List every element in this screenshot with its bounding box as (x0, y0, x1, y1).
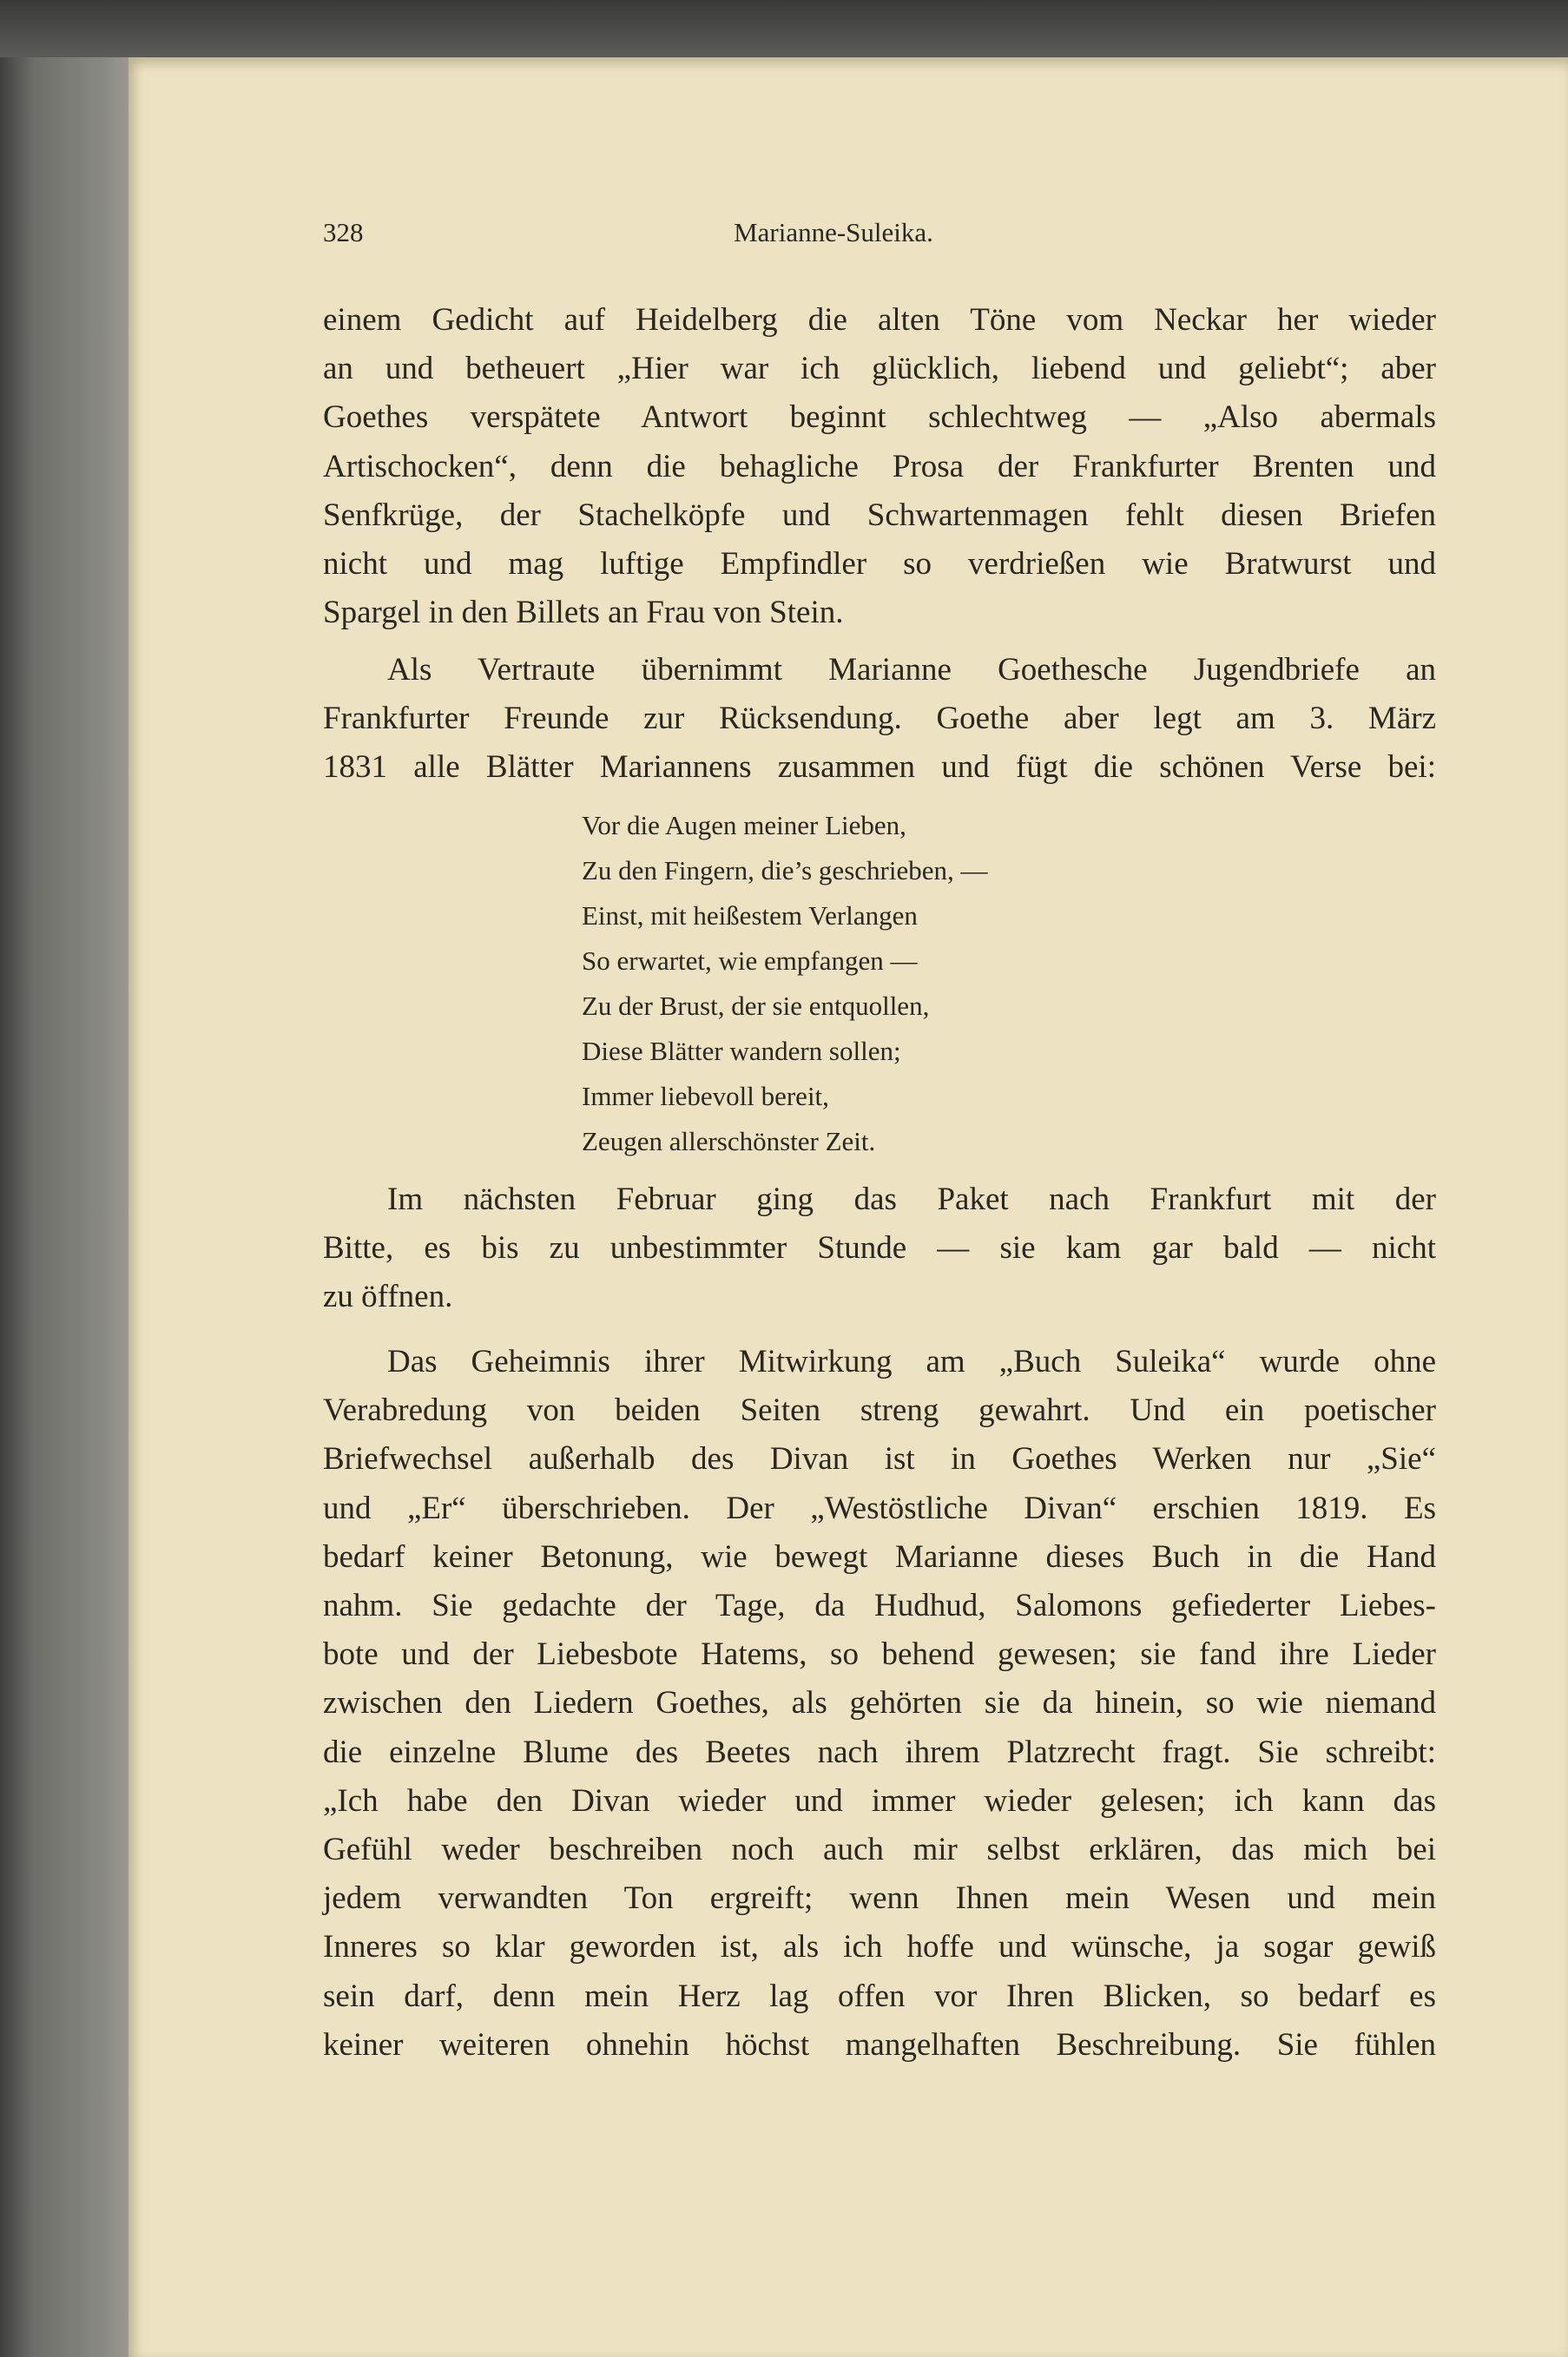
text-line: „Ich habe den Divan wieder und immer wieder gelesen; ich kann das (323, 1782, 1436, 1819)
text-line: zu öffnen. (323, 1279, 453, 1315)
verse-line: Zu den Fingern, die’s geschrieben, — (582, 855, 988, 886)
verse-line: So erwartet, wie empfangen — (582, 945, 918, 976)
text-line: keiner weiteren ohnehin höchst mangelhaften Beschreibung. Sie fühlen (323, 2026, 1436, 2063)
verse-line: Zeugen allerschönster Zeit. (582, 1126, 876, 1156)
text-line: Das Geheimnis ihrer Mitwirkung am „Buch Suleika“ wurde ohne (387, 1344, 1436, 1379)
text-line: zwischen den Liedern Goethes, als gehörten sie da hinein, so wie niemand (323, 1685, 1436, 1722)
text-line: Inneres so klar geworden ist, als ich hoffe und wünsche, ja sogar gewiß (323, 1929, 1436, 1965)
text-line: Als Vertraute übernimmt Marianne Goethesche Jugendbriefe an (387, 652, 1436, 688)
text-line: Frankfurter Freunde zur Rücksendung. Goethe aber legt am 3. März (323, 701, 1436, 737)
text-line: Artischocken“, denn die behagliche Prosa der Frankfurter Brenten und (323, 448, 1436, 484)
text-line: Im nächsten Februar ging das Paket nach Frankfurt mit der (387, 1182, 1436, 1217)
scan-border-left (0, 0, 128, 2357)
text-line: nahm. Sie gedachte der Tage, da Hudhud, Salomons gefiederter Liebes- (323, 1588, 1436, 1623)
verse-line: Vor die Augen meiner Lieben, (582, 810, 906, 840)
text-line: Senfkrüge, der Stachelköpfe und Schwartenmagen fehlt diesen Briefen (323, 497, 1436, 533)
text-line: sein darf, denn mein Herz lag offen vor Ihren Blicken, so bedarf es (323, 1978, 1436, 2014)
text-line: und „Er“ überschrieben. Der „Westöstliche Divan“ erschien 1819. Es (323, 1490, 1436, 1526)
text-line: jedem verwandten Ton ergreift; wenn Ihnen mein Wesen und mein (323, 1880, 1436, 1917)
text-line: Goethes verspätete Antwort beginnt schlechtweg — „Also abermals (323, 399, 1436, 436)
text-line: Bitte, es bis zu unbestimmter Stunde — sie kam gar bald — nicht (323, 1230, 1436, 1267)
text-line: bedarf keiner Betonung, wie bewegt Marianne dieses Buch in die Hand (323, 1538, 1436, 1575)
text-line: Verabredung von beiden Seiten streng gewahrt. Und ein poetischer (323, 1392, 1436, 1429)
text-line: an und betheuert „Hier war ich glücklich, liebend und geliebt“; aber (323, 351, 1436, 387)
text-line: Gefühl weder beschreiben noch auch mir selbst erklären, das mich bei (323, 1832, 1436, 1867)
text-line: 1831 alle Blätter Mariannens zusammen und fügt die schönen Verse bei: (323, 749, 1436, 786)
page-number: 328 (323, 217, 364, 247)
verse-line: Zu der Brust, der sie entquollen, (582, 991, 930, 1021)
running-title: Marianne-Suleika. (734, 217, 933, 247)
text-line: die einzelne Blume des Beetes nach ihrem Platzrecht fragt. Sie schreibt: (323, 1734, 1436, 1770)
text-line: Spargel in den Billets an Frau von Stein. (323, 595, 844, 631)
verse-line: Einst, mit heißestem Verlangen (582, 900, 918, 931)
text-line: Briefwechsel außerhalb des Divan ist in Goethes Werken nur „Sie“ (323, 1441, 1436, 1478)
scan-border-top (0, 0, 1568, 57)
verse-line: Diese Blätter wandern sollen; (582, 1036, 901, 1066)
text-line: einem Gedicht auf Heidelberg die alten Töne vom Neckar her wieder (323, 302, 1436, 338)
text-line: bote und der Liebesbote Hatems, so behend gewesen; sie fand ihre Lieder (323, 1636, 1436, 1673)
verse-line: Immer liebevoll bereit, (582, 1081, 829, 1111)
text-line: nicht und mag luftige Empfindler so verdrießen wie Bratwurst und (323, 546, 1436, 582)
